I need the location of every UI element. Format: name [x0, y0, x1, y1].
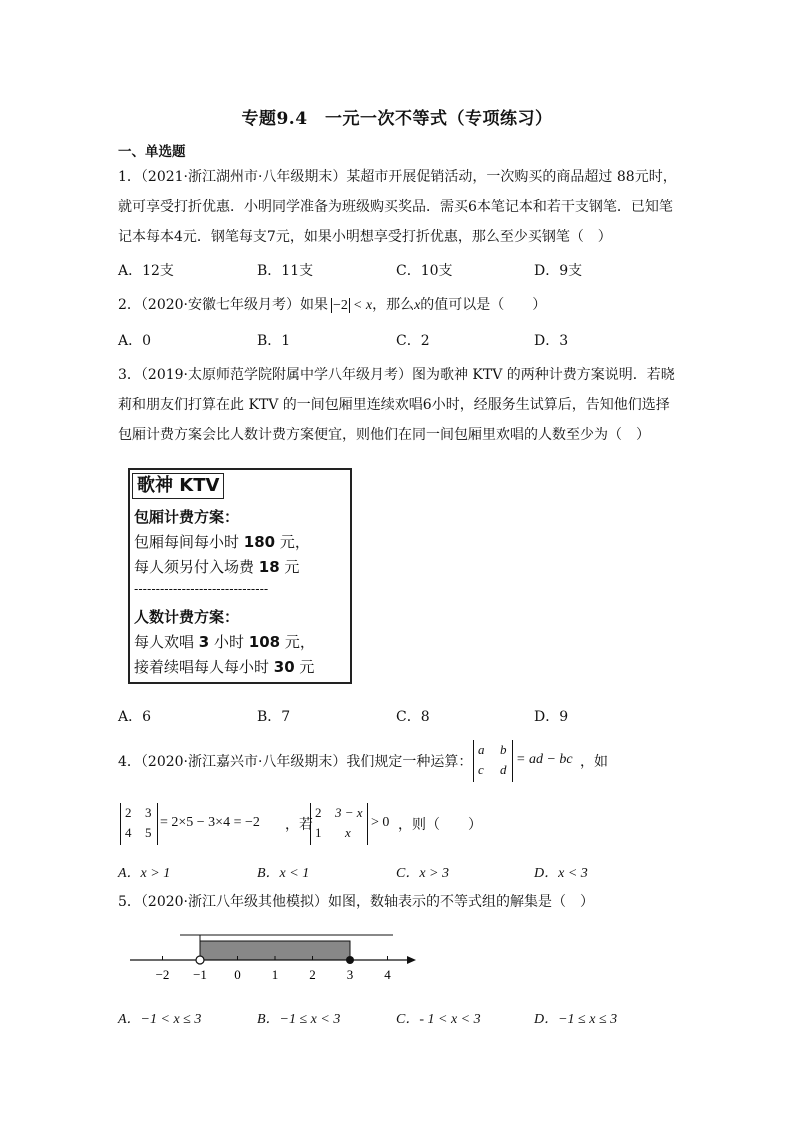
- q3-option-b: B．7: [257, 709, 291, 725]
- ktv-plan1-line1: 包厢每间每小时 180 元，: [134, 533, 310, 551]
- ktv-plan2-title: 人数计费方案：: [134, 608, 240, 626]
- q1-option-b: B．11支: [257, 263, 314, 279]
- q5-option-c: C．- 1 < x < 3: [396, 1012, 481, 1027]
- tick-label: −1: [193, 967, 207, 982]
- q4-option-c: C．x > 3: [396, 866, 449, 881]
- q2-text: [118, 295, 546, 316]
- ktv-title: 歌神 KTV: [132, 473, 224, 499]
- ktv-pricing-box: [128, 468, 352, 684]
- q2-abs-expression: −2: [333, 298, 348, 313]
- tick-label: 4: [384, 967, 391, 982]
- q4-mid: ，若: [285, 817, 313, 833]
- q5-text: 5．（2020·浙江八年级其他模拟）如图，数轴表示的不等式组的解集是（ ）: [118, 894, 594, 910]
- q1-text-line1: 1．（2021·浙江湖州市·八年级期末）某超市开展促销活动，一次购买的商品超过 88元时，: [118, 169, 677, 185]
- q4-option-d: D．x < 3: [534, 866, 588, 881]
- q5-number-line: [120, 925, 430, 987]
- q2-var: x: [414, 298, 421, 313]
- axis-arrow: [407, 956, 416, 964]
- q2-suffix: ，那么: [372, 297, 415, 313]
- q5-option-b: B．−1 ≤ x < 3: [257, 1012, 341, 1027]
- ktv-plan1-title: 包厢计费方案：: [134, 508, 240, 526]
- q3-text-line1: 3．（2019·太原师范学院附属中学八年级月考）图为歌神 KTV 的两种计费方案说明．若晓: [118, 367, 675, 383]
- tick-label: 2: [309, 967, 316, 982]
- q2-option-b: B．1: [257, 333, 291, 349]
- q3-option-c: C．8: [396, 709, 430, 725]
- q1-option-d: D．9支: [534, 263, 583, 279]
- q2-option-d: D．3: [534, 333, 569, 349]
- q1-option-a: A．12支: [118, 263, 174, 279]
- q4-end: ，则（ ）: [398, 817, 482, 833]
- closed-circle-point: [346, 956, 354, 964]
- q2-prefix: 2．（2020·安徽七年级月考）如果: [118, 297, 328, 313]
- q2-inequality: < x: [352, 298, 373, 313]
- open-circle-point: [196, 956, 204, 964]
- q3-option-d: D．9: [534, 709, 569, 725]
- tick-label: 0: [234, 967, 241, 982]
- section-heading: 一、单选题: [118, 144, 186, 160]
- page-title: 专题9.4 一元一次不等式（专项练习）: [241, 109, 553, 129]
- q4-option-b: B．x < 1: [257, 866, 310, 881]
- q4-determinant-definition: a b c d: [473, 740, 513, 782]
- q4-example: = 2×5 − 3×4 = −2: [160, 815, 260, 830]
- q2-option-c: C．2: [396, 333, 430, 349]
- q4-option-a: A．x > 1: [118, 866, 171, 881]
- q3-text-line2: 莉和朋友们打算在此 KTV 的一间包厢里连续欢唱6小时，经服务生试算后，告知他们选择: [118, 397, 670, 413]
- q4-determinant-condition: 2 3 − x 1 x: [310, 803, 368, 845]
- q4-definition: = ad − bc: [516, 752, 573, 767]
- q2-suffix2: 的值可以是（ ）: [420, 297, 547, 313]
- q5-option-d: D．−1 ≤ x ≤ 3: [534, 1012, 618, 1027]
- q3-option-a: A．6: [118, 709, 152, 725]
- q4-suffix: ，如: [580, 754, 608, 770]
- q2-option-a: A．0: [118, 333, 152, 349]
- q1-option-c: C．10支: [396, 263, 453, 279]
- tick-label: −2: [155, 967, 170, 982]
- q4-determinant-example: 2 3 4 5: [120, 803, 158, 845]
- tick-label: 3: [346, 967, 354, 982]
- ktv-divider: -------------------------------: [134, 582, 269, 596]
- ktv-plan2-line1: 每人欢唱 3 小时 108 元，: [134, 633, 315, 651]
- q3-text-line3: 包厢计费方案会比人数计费方案便宜，则他们在同一间包厢里欢唱的人数至少为（ ）: [118, 427, 650, 443]
- ktv-plan2-line2: 接着续唱每人每小时 30 元: [134, 658, 315, 676]
- q4-prefix: 4．（2020·浙江嘉兴市·八年级期末）我们规定一种运算：: [118, 754, 473, 770]
- ktv-plan1-line2: 每人须另付入场费 18 元: [134, 558, 300, 576]
- q5-option-a: A．−1 < x ≤ 3: [118, 1012, 202, 1027]
- tick-label: 1: [271, 967, 279, 982]
- q1-text-line3: 记本每本4元．钢笔每支7元，如果小明想享受打折优惠，那么至少买钢笔（ ）: [118, 229, 612, 245]
- q1-text-line2: 就可享受打折优惠．小明同学准备为班级购买奖品．需买6本笔记本和若干支钢笔．已知笔: [118, 199, 673, 215]
- q4-condition: > 0: [371, 815, 390, 830]
